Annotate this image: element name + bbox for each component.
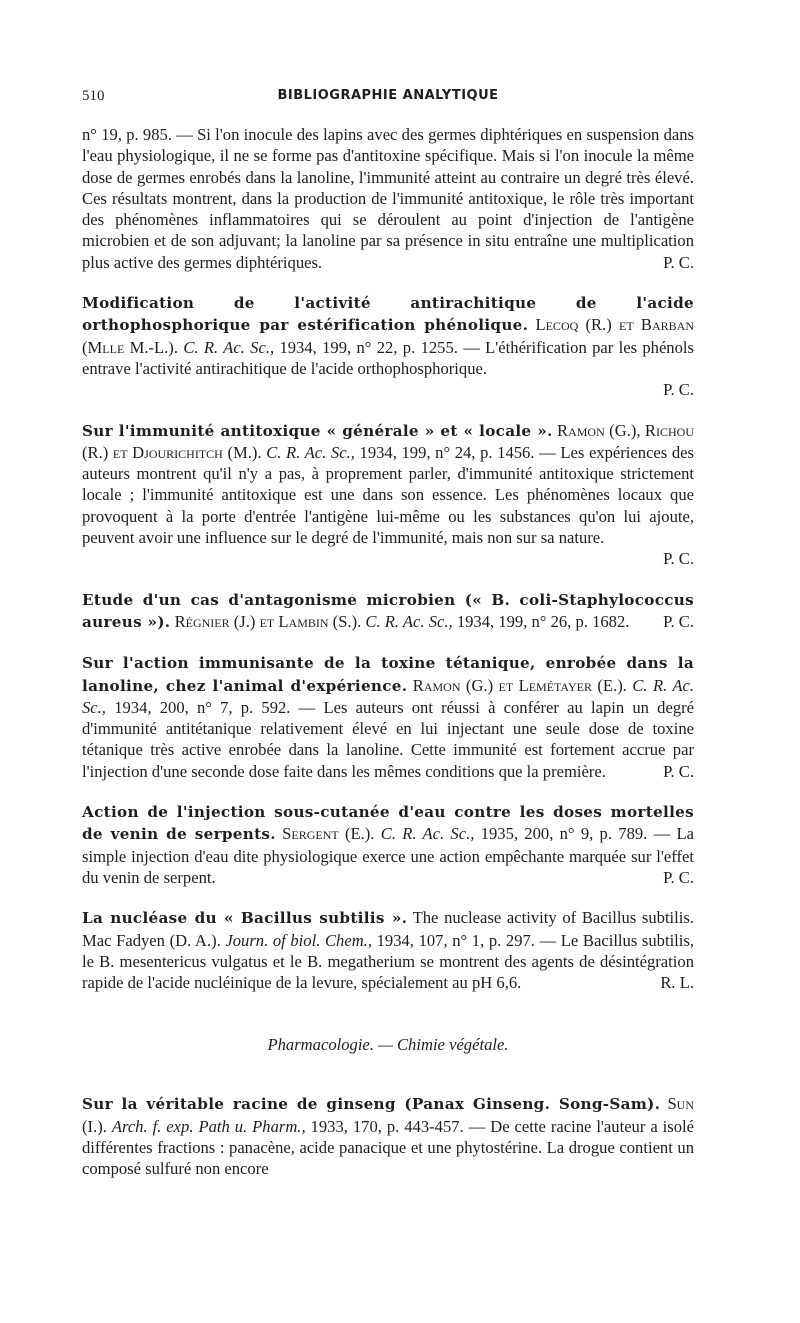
entry-reference: 1934, 199, n° 22, p. 1255. xyxy=(279,337,458,357)
entry-text: — Les expériences des auteurs montrent qu'il n'y a pas, à proprement parler, d'immunité antitoxique strictement locale ; l'immunité antitoxique est une dans son essence. Les phénomènes locaux que provoquent à la porte d'entrée l'antigène lui-même ou les substances qu'on lui ajoute, peuvent avoir une influence sur le degré de l'immunité, mais non sur sa nature. xyxy=(82,442,694,548)
entry-signature: P. C. xyxy=(663,761,694,781)
entry-reference: 1934, 199, n° 24, p. 1456. xyxy=(359,442,535,462)
entry-journal: Arch. f. exp. Path u. Pharm., xyxy=(111,1116,306,1136)
entry-title: Etude d'un cas d'antagonisme microbien (« B. coli-Staphylococcus aureus »). xyxy=(82,590,694,631)
entry-text: — L'éthérification par les phénols entrave l'activité antirachitique de l'acide orthophosphorique. xyxy=(82,337,694,378)
entry-authors: Sergent (E.). xyxy=(282,824,375,844)
entry-reference: 1933, 170, p. 443-457. xyxy=(310,1116,464,1136)
entry-title: La nucléase du « Bacillus subtilis ». xyxy=(82,909,408,928)
entry-title: Modification de l'activité antirachitique de l'acide orthophosphorique par estérification phénolique. xyxy=(82,294,694,335)
entry-title: Sur la véritable racine de ginseng (Panax Ginseng. Song-Sam). xyxy=(82,1095,661,1114)
entry-title: Sur l'action immunisante de la toxine tétanique, enrobée dans la lanoline, chez l'animal d'expérience. xyxy=(82,654,694,695)
entry-reference: 1934, 107, n° 1, p. 297. xyxy=(376,930,535,950)
entry-journal: C. R. Ac. Sc., xyxy=(365,611,453,631)
entry-reference: 1934, 200, n° 7, p. 592. xyxy=(114,697,291,717)
entry-text: — La simple injection d'eau dite physiologique exerce une action empêchante marquée sur l'effet du venin de serpent. xyxy=(82,824,694,887)
running-head xyxy=(82,88,694,112)
entry-continuation xyxy=(82,124,694,273)
entry-journal: C. R. Ac. Sc., xyxy=(266,442,355,462)
entry-journal: Journ. of biol. Chem., xyxy=(225,930,372,950)
entry-venin xyxy=(82,801,694,888)
entry-tetanique xyxy=(82,652,694,782)
running-title: BIBLIOGRAPHIE ANALYTIQUE xyxy=(277,88,499,103)
entry-authors: Lecoq (R.) et Barban (Mlle M.-L.). xyxy=(82,315,694,357)
entry-immunite xyxy=(82,420,694,570)
entry-title: Action de l'injection sous-cutanée d'eau contre les doses mortelles de venin de serpents. xyxy=(82,803,694,844)
entry-authors: Sun (I.). xyxy=(82,1094,695,1136)
entry-text: — De cette racine l'auteur a isolé différentes fractions : panacène, acide panacique et une phytostérine. La drogue contient un composé sulfuré non encore xyxy=(82,1116,694,1179)
entry-signature: R. L. xyxy=(660,973,694,993)
entry-signature: P. C. xyxy=(663,549,694,569)
entry-signature: P. C. xyxy=(663,380,694,400)
entry-reference: 1934, 199, n° 26, p. 1682. xyxy=(456,611,630,631)
entry-authors: Ramon (G.), Richou (R.) et Djourichitch (M.). xyxy=(82,420,694,462)
entry-text: — Le Bacillus subtilis, le B. mesentericus vulgatus et le B. megatherium se montrent des agents de désintégration rapide de l'acide nucléinique de la levure, spécialement au pH 6,6. xyxy=(82,930,695,993)
entry-ginseng xyxy=(82,1093,694,1179)
entry-signature: P. C. xyxy=(663,867,694,887)
section-heading: Pharmacologie. — Chimie végétale. xyxy=(267,1035,509,1055)
entry-antirachitique xyxy=(82,292,694,400)
page-body xyxy=(82,124,694,1199)
entry-text: — Les auteurs ont réussi à conférer au lapin un degré d'immunité antitétanique relativement élevé en lui injectant une seule dose de toxine tétanique très active enrobée dans la lanoline. Cette immunité est fortement accrue par l'injection d'une seconde dose faite dans les mêmes conditions que la première. xyxy=(82,697,695,781)
entry-journal: C. R. Ac. Sc., xyxy=(183,337,275,357)
entry-journal: C. R. Ac. Sc., xyxy=(380,824,475,844)
entry-title: Sur l'immunité antitoxique « générale » et « locale ». xyxy=(82,421,553,440)
entry-journal: C. R. Ac. Sc., xyxy=(82,675,694,717)
entry-antagonisme xyxy=(82,589,694,634)
entry-authors: The nuclease activity of Bacillus subtilis. Mac Fadyen (D. A.). xyxy=(82,908,694,950)
entry-signature: P. C. xyxy=(663,252,694,272)
entry-authors: Régnier (J.) et Lambin (S.). xyxy=(174,611,362,631)
entry-reference: 1935, 200, n° 9, p. 789. xyxy=(480,824,648,844)
page-number: 510 xyxy=(82,88,105,104)
entry-authors: Ramon (G.) et Lemétayer (E.). xyxy=(412,675,627,695)
entry-text: n° 19, p. 985. — Si l'on inocule des lapins avec des germes diphtériques en suspension dans l'eau physiologique, il ne se forme pas d'antitoxine spécifique. Mais si l'on inocule la même dose de germes enrobés dans la lanoline, l'immunité atteint au contraire un degré très élevé. Ces résultats montrent, dans la production de l'immunité antitoxique, le rôle très important des phénomènes inflammatoires qui se déroulent au point d'injection de l'antigène microbien et de son adjuvant; la lanoline par sa présence in situ entraîne une multiplication plus active des germes diphtériques. xyxy=(82,125,694,272)
entry-nuclease xyxy=(82,907,694,993)
entry-signature: P. C. xyxy=(663,611,694,631)
